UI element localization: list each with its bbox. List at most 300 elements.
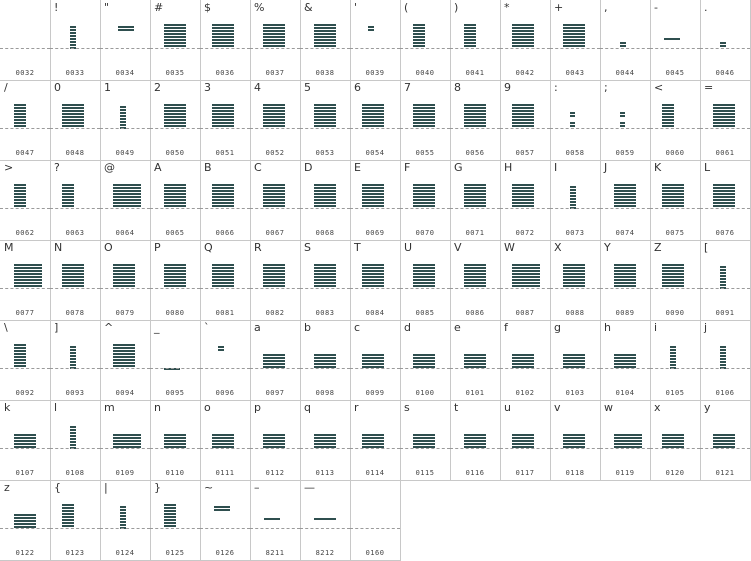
baseline-guide <box>50 48 100 49</box>
glyph-code-label: 0124 <box>115 549 135 557</box>
glyph-char-label: 9 <box>504 81 511 94</box>
glyph-cell <box>650 400 701 481</box>
baseline-guide <box>100 288 150 289</box>
glyph-code-label: 0043 <box>565 69 585 77</box>
glyph-code-label: 0049 <box>115 149 135 157</box>
glyph-code-label: 0077 <box>15 309 35 317</box>
baseline-guide <box>300 128 350 129</box>
glyph-sample <box>50 240 101 310</box>
glyph-sample <box>50 480 101 550</box>
glyph-char-label: ! <box>54 1 59 14</box>
baseline-guide <box>250 448 300 449</box>
glyph-char-label: h <box>604 321 611 334</box>
baseline-guide <box>650 208 700 209</box>
baseline-guide <box>700 208 750 209</box>
glyph-sample <box>600 160 651 230</box>
glyph-code-label: 0070 <box>415 229 435 237</box>
baseline-guide <box>200 288 250 289</box>
glyph-cell <box>0 320 51 401</box>
glyph-sample <box>100 400 151 470</box>
glyph-sample <box>600 400 651 470</box>
baseline-guide <box>250 48 300 49</box>
baseline-guide <box>200 208 250 209</box>
glyph-sample <box>650 400 701 470</box>
glyph-code-label: 0051 <box>215 149 235 157</box>
glyph-char-label: 2 <box>154 81 161 94</box>
glyph-char-label: i <box>654 321 658 334</box>
baseline-guide <box>700 448 750 449</box>
glyph-char-label: \ <box>4 321 8 334</box>
glyph-cell <box>250 400 301 481</box>
glyph-char-label: . <box>704 1 708 14</box>
glyph-char-label: G <box>454 161 463 174</box>
glyph-char-label: # <box>154 1 164 14</box>
glyph-cell <box>250 240 301 321</box>
glyph-char-label: 8 <box>454 81 461 94</box>
glyph-char-label: P <box>154 241 161 254</box>
glyph-cell <box>350 80 401 161</box>
baseline-guide <box>500 128 550 129</box>
glyph-code-label: 0068 <box>315 229 335 237</box>
glyph-code-label: 0122 <box>15 549 35 557</box>
baseline-guide <box>650 368 700 369</box>
glyph-code-label: 0053 <box>315 149 335 157</box>
glyph-code-label: 0063 <box>65 229 85 237</box>
glyph-char-label: B <box>204 161 212 174</box>
baseline-guide <box>250 128 300 129</box>
glyph-char-label: a <box>254 321 261 334</box>
glyph-char-label: W <box>504 241 515 254</box>
glyph-code-label: 0102 <box>515 389 535 397</box>
glyph-code-label: 0114 <box>365 469 385 477</box>
baseline-guide <box>100 448 150 449</box>
glyph-code-label: 0052 <box>265 149 285 157</box>
glyph-code-label: 0057 <box>515 149 535 157</box>
glyph-cell <box>50 80 101 161</box>
glyph-sample <box>250 400 301 470</box>
glyph-sample <box>50 160 101 230</box>
glyph-sample <box>150 400 201 470</box>
glyph-cell <box>150 80 201 161</box>
glyph-cell <box>100 240 151 321</box>
glyph-code-label: 0098 <box>315 389 335 397</box>
glyph-cell <box>650 80 701 161</box>
glyph-code-label: 0109 <box>115 469 135 477</box>
glyph-sample <box>550 320 601 390</box>
glyph-code-label: 0039 <box>365 69 385 77</box>
glyph-code-label: 0085 <box>415 309 435 317</box>
glyph-cell <box>0 400 51 481</box>
glyph-code-label: 0086 <box>465 309 485 317</box>
baseline-guide <box>250 208 300 209</box>
glyph-char-label: s <box>404 401 410 414</box>
baseline-guide <box>400 48 450 49</box>
glyph-cell <box>350 240 401 321</box>
glyph-char-label: " <box>104 1 110 14</box>
glyph-cell <box>500 0 551 81</box>
glyph-char-label: 4 <box>254 81 261 94</box>
glyph-code-label: 0065 <box>165 229 185 237</box>
glyph-sample <box>650 320 701 390</box>
glyph-sample <box>200 320 251 390</box>
baseline-guide <box>450 288 500 289</box>
glyph-cell <box>450 0 501 81</box>
glyph-char-label: X <box>554 241 562 254</box>
glyph-sample <box>300 240 351 310</box>
glyph-cell <box>400 80 451 161</box>
glyph-code-label: 0095 <box>165 389 185 397</box>
glyph-cell <box>50 400 101 481</box>
glyph-char-label: N <box>54 241 63 254</box>
glyph-sample <box>700 400 751 470</box>
glyph-code-label: 0079 <box>115 309 135 317</box>
baseline-guide <box>650 128 700 129</box>
glyph-sample <box>50 80 101 150</box>
glyph-sample <box>250 320 301 390</box>
baseline-guide <box>50 288 100 289</box>
glyph-code-label: 0112 <box>265 469 285 477</box>
glyph-cell <box>0 480 51 561</box>
glyph-code-label: 0038 <box>315 69 335 77</box>
glyph-char-label: F <box>404 161 411 174</box>
glyph-cell <box>300 400 351 481</box>
glyph-char-label: R <box>254 241 262 254</box>
glyph-cell <box>500 320 551 401</box>
glyph-cell <box>100 80 151 161</box>
glyph-code-label: 0046 <box>715 69 735 77</box>
glyph-sample <box>150 160 201 230</box>
baseline-guide <box>400 368 450 369</box>
glyph-sample <box>300 0 351 70</box>
glyph-cell <box>350 400 401 481</box>
glyph-sample <box>400 240 451 310</box>
glyph-cell <box>650 240 701 321</box>
glyph-char-label: t <box>454 401 459 414</box>
glyph-char-label: D <box>304 161 313 174</box>
baseline-guide <box>400 208 450 209</box>
glyph-sample <box>0 400 51 470</box>
glyph-code-label: 0032 <box>15 69 35 77</box>
glyph-code-label: 0059 <box>615 149 635 157</box>
glyph-sample <box>450 400 501 470</box>
baseline-guide <box>600 128 650 129</box>
glyph-cell <box>350 480 401 561</box>
glyph-cell <box>200 240 251 321</box>
glyph-char-label: 1 <box>104 81 111 94</box>
glyph-cell <box>550 400 601 481</box>
glyph-char-label: d <box>404 321 411 334</box>
glyph-sample <box>250 240 301 310</box>
glyph-char-label: — <box>304 481 315 494</box>
glyph-sample <box>200 80 251 150</box>
glyph-cell <box>700 160 751 241</box>
glyph-cell <box>300 80 351 161</box>
glyph-sample <box>150 240 201 310</box>
baseline-guide <box>500 288 550 289</box>
glyph-sample <box>100 0 151 70</box>
glyph-sample <box>350 80 401 150</box>
glyph-cell <box>250 160 301 241</box>
glyph-code-label: 0061 <box>715 149 735 157</box>
baseline-guide <box>650 448 700 449</box>
glyph-sample <box>650 0 701 70</box>
glyph-char-label: , <box>604 1 608 14</box>
glyph-code-label: 0058 <box>565 149 585 157</box>
baseline-guide <box>200 48 250 49</box>
glyph-char-label: ) <box>454 1 459 14</box>
glyph-sample <box>0 160 51 230</box>
baseline-guide <box>550 288 600 289</box>
glyph-sample <box>600 320 651 390</box>
glyph-sample <box>300 160 351 230</box>
glyph-cell <box>250 320 301 401</box>
glyph-char-label: c <box>354 321 361 334</box>
glyph-sample <box>600 0 651 70</box>
glyph-code-label: 0048 <box>65 149 85 157</box>
glyph-code-label: 0064 <box>115 229 135 237</box>
glyph-code-label: 0087 <box>515 309 535 317</box>
glyph-cell <box>500 240 551 321</box>
baseline-guide <box>300 288 350 289</box>
baseline-guide <box>600 368 650 369</box>
glyph-char-label: k <box>4 401 11 414</box>
glyph-char-label: 0 <box>54 81 61 94</box>
glyph-char-label: o <box>204 401 211 414</box>
glyph-code-label: 0097 <box>265 389 285 397</box>
glyph-char-label: g <box>554 321 561 334</box>
glyph-sample <box>400 80 451 150</box>
glyph-sample <box>350 400 401 470</box>
glyph-cell <box>450 240 501 321</box>
glyph-cell <box>700 400 751 481</box>
baseline-guide <box>700 288 750 289</box>
baseline-guide <box>100 48 150 49</box>
glyph-code-label: 0050 <box>165 149 185 157</box>
baseline-guide <box>0 288 50 289</box>
glyph-cell <box>50 0 101 81</box>
glyph-char-label: - <box>654 1 658 14</box>
glyph-sample <box>350 160 401 230</box>
glyph-sample <box>150 320 201 390</box>
baseline-guide <box>350 128 400 129</box>
glyph-code-label: 0101 <box>465 389 485 397</box>
glyph-sample <box>150 480 201 550</box>
glyph-code-label: 0056 <box>465 149 485 157</box>
baseline-guide <box>400 128 450 129</box>
glyph-sample <box>450 240 501 310</box>
glyph-sample <box>400 160 451 230</box>
baseline-guide <box>150 288 200 289</box>
glyph-sample <box>50 320 101 390</box>
glyph-cell <box>700 320 751 401</box>
glyph-char-label: A <box>154 161 162 174</box>
glyph-sample <box>150 80 201 150</box>
glyph-sample <box>350 240 401 310</box>
glyph-code-label: 0034 <box>115 69 135 77</box>
glyph-cell <box>0 240 51 321</box>
glyph-sample <box>0 320 51 390</box>
glyph-cell <box>450 80 501 161</box>
glyph-sample <box>50 400 101 470</box>
glyph-char-label: r <box>354 401 359 414</box>
glyph-char-label: p <box>254 401 261 414</box>
glyph-cell <box>300 480 351 561</box>
baseline-guide <box>550 48 600 49</box>
glyph-code-label: 0074 <box>615 229 635 237</box>
glyph-sample <box>500 80 551 150</box>
glyph-sample <box>600 240 651 310</box>
glyph-sample <box>650 160 701 230</box>
glyph-char-label: 6 <box>354 81 361 94</box>
glyph-cell <box>450 320 501 401</box>
baseline-guide <box>250 288 300 289</box>
glyph-code-label: 0055 <box>415 149 435 157</box>
glyph-sample <box>0 480 51 550</box>
glyph-char-label: w <box>604 401 613 414</box>
glyph-code-label: 0116 <box>465 469 485 477</box>
glyph-code-label: 0103 <box>565 389 585 397</box>
baseline-guide <box>450 48 500 49</box>
glyph-code-label: 0042 <box>515 69 535 77</box>
glyph-char-label: & <box>304 1 313 14</box>
baseline-guide <box>300 528 350 529</box>
glyph-cell <box>200 160 251 241</box>
glyph-code-label: 8211 <box>265 549 285 557</box>
glyph-cell <box>650 320 701 401</box>
baseline-guide <box>50 208 100 209</box>
glyph-cell <box>300 0 351 81</box>
glyph-cell <box>350 0 401 81</box>
glyph-cell <box>400 0 451 81</box>
glyph-char-label: ^ <box>104 321 114 334</box>
glyph-code-label: 0113 <box>315 469 335 477</box>
glyph-cell <box>250 480 301 561</box>
baseline-guide <box>600 48 650 49</box>
baseline-guide <box>450 368 500 369</box>
glyph-char-label: e <box>454 321 461 334</box>
glyph-cell <box>600 160 651 241</box>
glyph-cell <box>250 0 301 81</box>
glyph-sample <box>700 160 751 230</box>
glyph-sample <box>350 480 401 550</box>
baseline-guide <box>550 128 600 129</box>
glyph-char-label: m <box>104 401 115 414</box>
glyph-char-label: j <box>704 321 708 334</box>
glyph-code-label: 0117 <box>515 469 535 477</box>
glyph-char-label: q <box>304 401 311 414</box>
baseline-guide <box>450 448 500 449</box>
glyph-cell <box>250 80 301 161</box>
glyph-char-label: ` <box>204 321 210 334</box>
glyph-cell <box>300 320 351 401</box>
glyph-cell <box>100 400 151 481</box>
baseline-guide <box>0 48 50 49</box>
glyph-cell <box>550 240 601 321</box>
baseline-guide <box>650 48 700 49</box>
glyph-cell <box>150 400 201 481</box>
glyph-sample <box>0 240 51 310</box>
glyph-code-label: 0084 <box>365 309 385 317</box>
glyph-sample <box>500 240 551 310</box>
glyph-code-label: 0082 <box>265 309 285 317</box>
baseline-guide <box>150 48 200 49</box>
glyph-sample <box>0 0 51 70</box>
glyph-cell <box>100 320 151 401</box>
glyph-char-label: M <box>4 241 14 254</box>
baseline-guide <box>200 128 250 129</box>
glyph-sample <box>200 0 251 70</box>
baseline-guide <box>700 128 750 129</box>
glyph-cell <box>150 240 201 321</box>
glyph-char-label: x <box>654 401 661 414</box>
glyph-code-label: 0062 <box>15 229 35 237</box>
glyph-code-label: 0115 <box>415 469 435 477</box>
glyph-sample <box>100 80 151 150</box>
glyph-cell <box>100 0 151 81</box>
glyph-code-label: 0090 <box>665 309 685 317</box>
glyph-sample <box>50 0 101 70</box>
glyph-sample <box>450 80 501 150</box>
glyph-code-label: 0045 <box>665 69 685 77</box>
glyph-sample <box>350 320 401 390</box>
baseline-guide <box>300 208 350 209</box>
glyph-cell <box>600 80 651 161</box>
glyph-sample <box>500 160 551 230</box>
glyph-sample <box>550 160 601 230</box>
glyph-code-label: 0060 <box>665 149 685 157</box>
glyph-char-label: V <box>454 241 462 254</box>
glyph-code-label: 0105 <box>665 389 685 397</box>
glyph-code-label: 0126 <box>215 549 235 557</box>
glyph-char-label: [ <box>704 241 709 254</box>
glyph-cell <box>200 400 251 481</box>
glyph-cell <box>200 320 251 401</box>
glyph-code-label: 0106 <box>715 389 735 397</box>
glyph-cell <box>400 400 451 481</box>
baseline-guide <box>50 528 100 529</box>
baseline-guide <box>550 368 600 369</box>
glyph-code-label: 0094 <box>115 389 135 397</box>
glyph-char-label: ' <box>354 1 358 14</box>
glyph-code-label: 8212 <box>315 549 335 557</box>
glyph-char-label: / <box>4 81 8 94</box>
glyph-char-label: O <box>104 241 113 254</box>
glyph-char-label: v <box>554 401 561 414</box>
baseline-guide <box>300 48 350 49</box>
glyph-sample <box>200 240 251 310</box>
glyph-sample <box>400 320 451 390</box>
glyph-code-label: 0120 <box>665 469 685 477</box>
glyph-sample <box>250 80 301 150</box>
glyph-code-label: 0119 <box>615 469 635 477</box>
glyph-code-label: 0073 <box>565 229 585 237</box>
glyph-char-label: z <box>4 481 10 494</box>
baseline-guide <box>700 368 750 369</box>
glyph-code-label: 0067 <box>265 229 285 237</box>
glyph-code-label: 0035 <box>165 69 185 77</box>
glyph-char-label: u <box>504 401 511 414</box>
glyph-sample <box>250 480 301 550</box>
glyph-code-label: 0047 <box>15 149 35 157</box>
glyph-code-label: 0033 <box>65 69 85 77</box>
glyph-sample <box>150 0 201 70</box>
glyph-code-label: 0118 <box>565 469 585 477</box>
glyph-cell <box>550 0 601 81</box>
glyph-char-label: ? <box>54 161 60 174</box>
glyph-sample <box>100 320 151 390</box>
glyph-char-label: | <box>104 481 108 494</box>
glyph-char-label: K <box>654 161 662 174</box>
